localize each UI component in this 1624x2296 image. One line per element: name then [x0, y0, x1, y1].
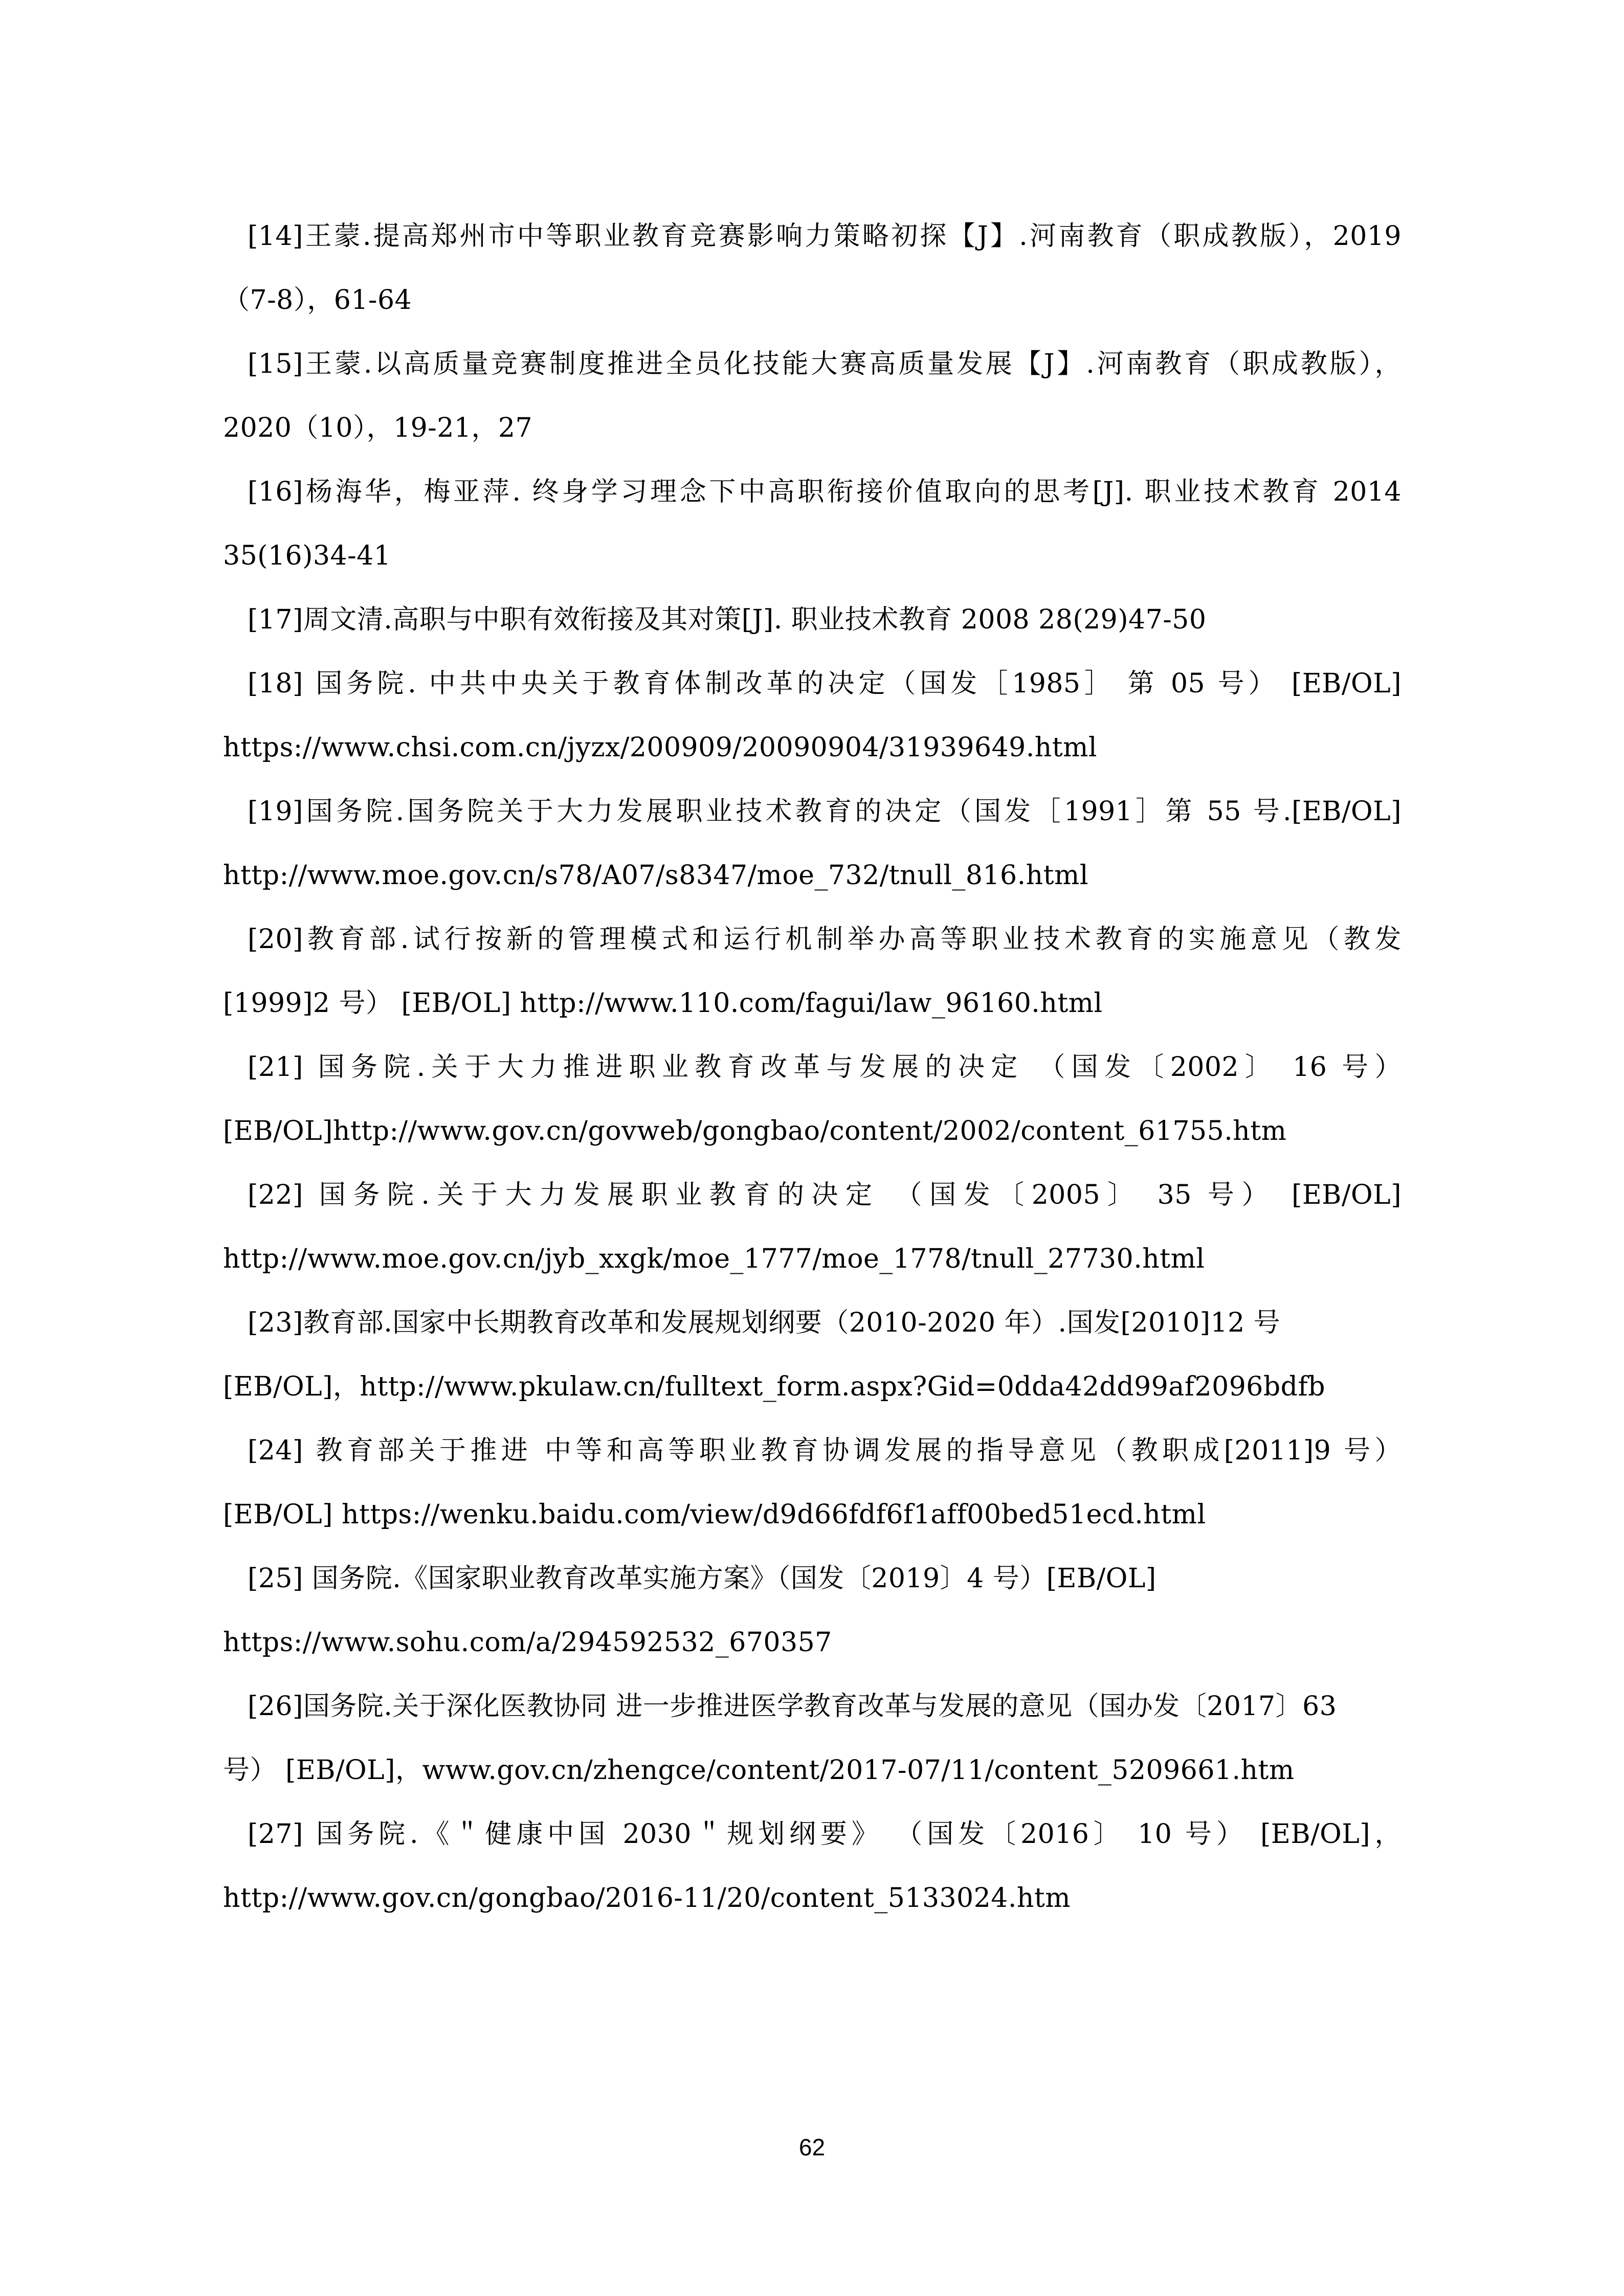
reference-line: http://www.moe.gov.cn/s78/A07/s8347/moe_732/tnull_816.html — [223, 860, 1088, 891]
reference-line: 2020（10），19-21，27 — [223, 413, 533, 443]
reference-line: [18] 国务院. 中共中央关于教育体制改革的决定（国发［1985］ 第 05 号） [EB/OL] — [248, 668, 1401, 699]
reference-line: http://www.moe.gov.cn/jyb_xxgk/moe_1777/moe_1778/tnull_27730.html — [223, 1244, 1205, 1274]
reference-line: [25] 国务院.《国家职业教育改革实施方案》（国发〔2019〕4 号）[EB/OL] — [248, 1563, 1156, 1594]
reference-line: [19]国务院.国务院关于大力发展职业技术教育的决定（国发［1991］第 55 号.[EB/OL] — [248, 796, 1401, 827]
reference-line: [16]杨海华，梅亚萍. 终身学习理念下中高职衔接价值取向的思考[J]. 职业技术教育 2014 — [248, 477, 1401, 507]
reference-line: [EB/OL] https://wenku.baidu.com/view/d9d66fdf6f1aff00bed51ecd.html — [223, 1499, 1206, 1530]
reference-line: 号） [EB/OL]，www.gov.cn/zhengce/content/2017-07/11/content_5209661.htm — [223, 1755, 1295, 1786]
reference-line: [27] 国务院.《＂健康中国 2030＂规划纲要》 （国发〔2016〕 10 号） [EB/OL]， — [248, 1819, 1401, 1850]
references-list — [223, 205, 1401, 1930]
page-number: 62 — [798, 2134, 826, 2160]
reference-line: http://www.gov.cn/gongbao/2016-11/20/content_5133024.htm — [223, 1883, 1071, 1914]
reference-line: [EB/OL]，http://www.pkulaw.cn/fulltext_form.aspx?Gid=0dda42dd99af2096bdfb — [223, 1371, 1325, 1402]
reference-line: （7-8），61-64 — [223, 285, 412, 316]
reference-line: [22] 国务院.关于大力发展职业教育的决定 （国发〔2005〕 35 号） [EB/OL] — [248, 1180, 1401, 1210]
reference-line: https://www.chsi.com.cn/jyzx/200909/20090904/31939649.html — [223, 732, 1098, 763]
reference-line: https://www.sohu.com/a/294592532_670357 — [223, 1627, 832, 1658]
reference-line: [24] 教育部关于推进 中等和高等职业教育协调发展的指导意见（教职成[2011]9 号） — [248, 1435, 1401, 1466]
reference-line: [14]王蒙.提高郑州市中等职业教育竞赛影响力策略初探【J】.河南教育（职成教版），2019 — [248, 221, 1401, 252]
reference-line: [17]周文清.高职与中职有效衔接及其对策[J]. 职业技术教育 2008 28(29)47-50 — [248, 604, 1207, 635]
reference-line: [EB/OL]http://www.gov.cn/govweb/gongbao/content/2002/content_61755.htm — [223, 1116, 1287, 1146]
reference-line: [20]教育部.试行按新的管理模式和运行机制举办高等职业技术教育的实施意见（教发 — [248, 924, 1401, 955]
reference-line: [26]国务院.关于深化医教协同 进一步推进医学教育改革与发展的意见（国办发〔2017〕63 — [248, 1691, 1337, 1722]
reference-line: [15]王蒙.以高质量竞赛制度推进全员化技能大赛高质量发展【J】.河南教育（职成教版）， — [248, 349, 1401, 379]
reference-line: [1999]2 号） [EB/OL] http://www.110.com/fagui/law_96160.html — [223, 988, 1103, 1019]
reference-line: [23]教育部.国家中长期教育改革和发展规划纲要（2010-2020 年）.国发[2010]12 号 — [248, 1308, 1281, 1338]
reference-line: [21] 国务院.关于大力推进职业教育改革与发展的决定 （国发〔2002〕 16 号） — [248, 1052, 1401, 1083]
reference-line: 35(16)34-41 — [223, 541, 391, 571]
